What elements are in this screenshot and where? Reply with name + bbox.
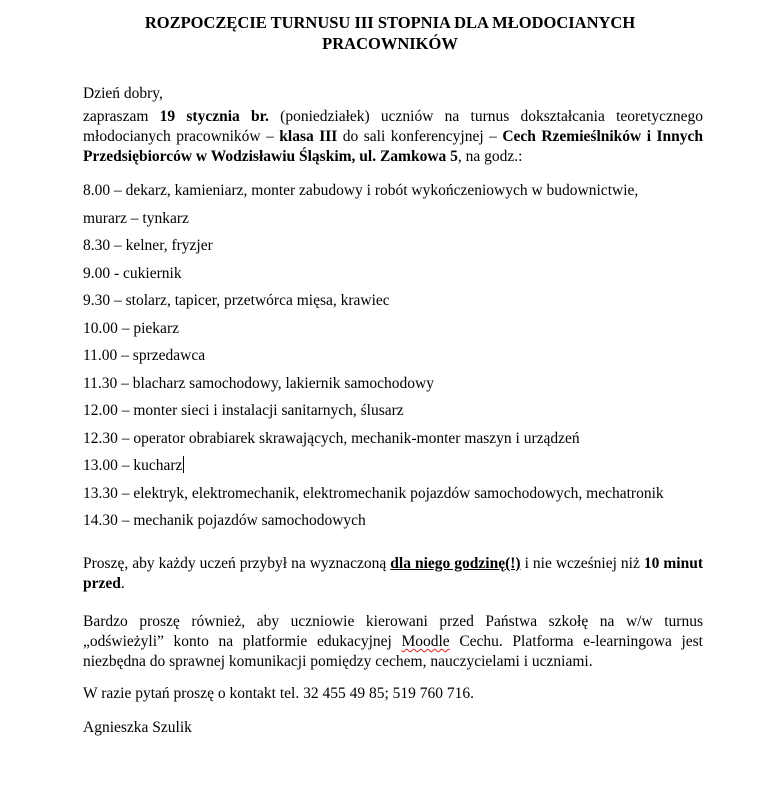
moodle-text: Cechu. Platforma e-learningowa jest niezbędna do sprawnej komunikacji pomiędzy cechem, nauczycielami i uczniami. — [83, 633, 703, 670]
schedule-item: 9.30 – stolarz, tapicer, przetwórca mięsa, krawiec — [83, 292, 390, 309]
schedule-item: 13.30 – elektryk, elektromechanik, elektromechanik pojazdów samochodowych, mechatronik — [83, 484, 664, 502]
greeting: Dzień dobry, — [83, 85, 163, 102]
title-line-2: PRACOWNIKÓW — [322, 34, 458, 53]
schedule-item: 9.00 - cukiernik — [83, 264, 182, 282]
schedule-item: 8.30 – kelner, fryzjer — [83, 237, 213, 254]
spellcheck-word[interactable]: Moodle — [401, 633, 450, 650]
schedule-item: 12.30 – operator obrabiarek skrawających, mechanik-monter maszyn i urządzeń — [83, 429, 580, 447]
schedule-item — [83, 455, 723, 483]
title-line-1: ROZPOCZĘCIE TURNUSU III STOPNIA DLA MŁODOCIANYCH — [144, 13, 636, 32]
schedule-item: 12.00 – monter sieci i instalacji sanitarnych, ślusarz — [83, 402, 404, 419]
schedule-list — [83, 180, 723, 538]
arrival-bold: 10 minut przed — [83, 555, 703, 592]
signature: Agnieszka Szulik — [83, 719, 192, 736]
schedule-item: 8.00 – dekarz, kamieniarz, monter zabudowy i robót wykończeniowych w budownictwie, — [83, 182, 639, 199]
schedule-item: 14.30 – mechanik pojazdów samochodowych — [83, 512, 366, 529]
intro-text: zapraszam — [83, 108, 160, 125]
schedule-item: murarz – tynkarz — [83, 209, 189, 227]
arrival-emphasis: dla niego godzinę(!) — [390, 555, 521, 572]
arrival-paragraph — [83, 554, 703, 594]
schedule-item: 11.00 – sprzedawca — [83, 347, 206, 364]
intro-text: (poniedziałek) uczniów na turnus dokształcania teoretycznego młodocianych pracowników – — [83, 108, 703, 145]
arrival-text: . — [120, 575, 125, 592]
intro-paragraph — [83, 107, 703, 167]
contact-paragraph: W razie pytań proszę o kontakt tel. 32 455 49 85; 519 760 716. — [83, 685, 475, 702]
document-title — [100, 12, 680, 54]
location-bold: Cech Rzemieślników i Innych Przedsiębiorców w Wodzisławiu Śląskim, ul. Zamkowa 5 — [83, 128, 703, 165]
intro-text: , na godz.: — [457, 148, 523, 165]
schedule-item-text: 13.00 – kucharz — [83, 457, 183, 474]
moodle-paragraph — [83, 612, 703, 672]
intro-text: do sali konferencyjnej – — [337, 128, 503, 145]
class-bold: klasa III — [279, 128, 338, 145]
date-bold: 19 stycznia br. — [159, 108, 269, 125]
arrival-text: i nie wcześniej niż — [520, 555, 644, 572]
moodle-text: Bardzo proszę również, aby uczniowie kierowani przed Państwa szkołę na w/w turnus „odświeżyli” konto na platformie edukacyjnej — [83, 613, 703, 650]
schedule-item: 11.30 – blacharz samochodowy, lakiernik samochodowy — [83, 374, 434, 392]
schedule-item: 10.00 – piekarz — [83, 319, 179, 337]
arrival-text: Proszę, aby każdy uczeń przybył na wyznaczoną — [83, 555, 391, 572]
text-cursor — [183, 456, 184, 473]
